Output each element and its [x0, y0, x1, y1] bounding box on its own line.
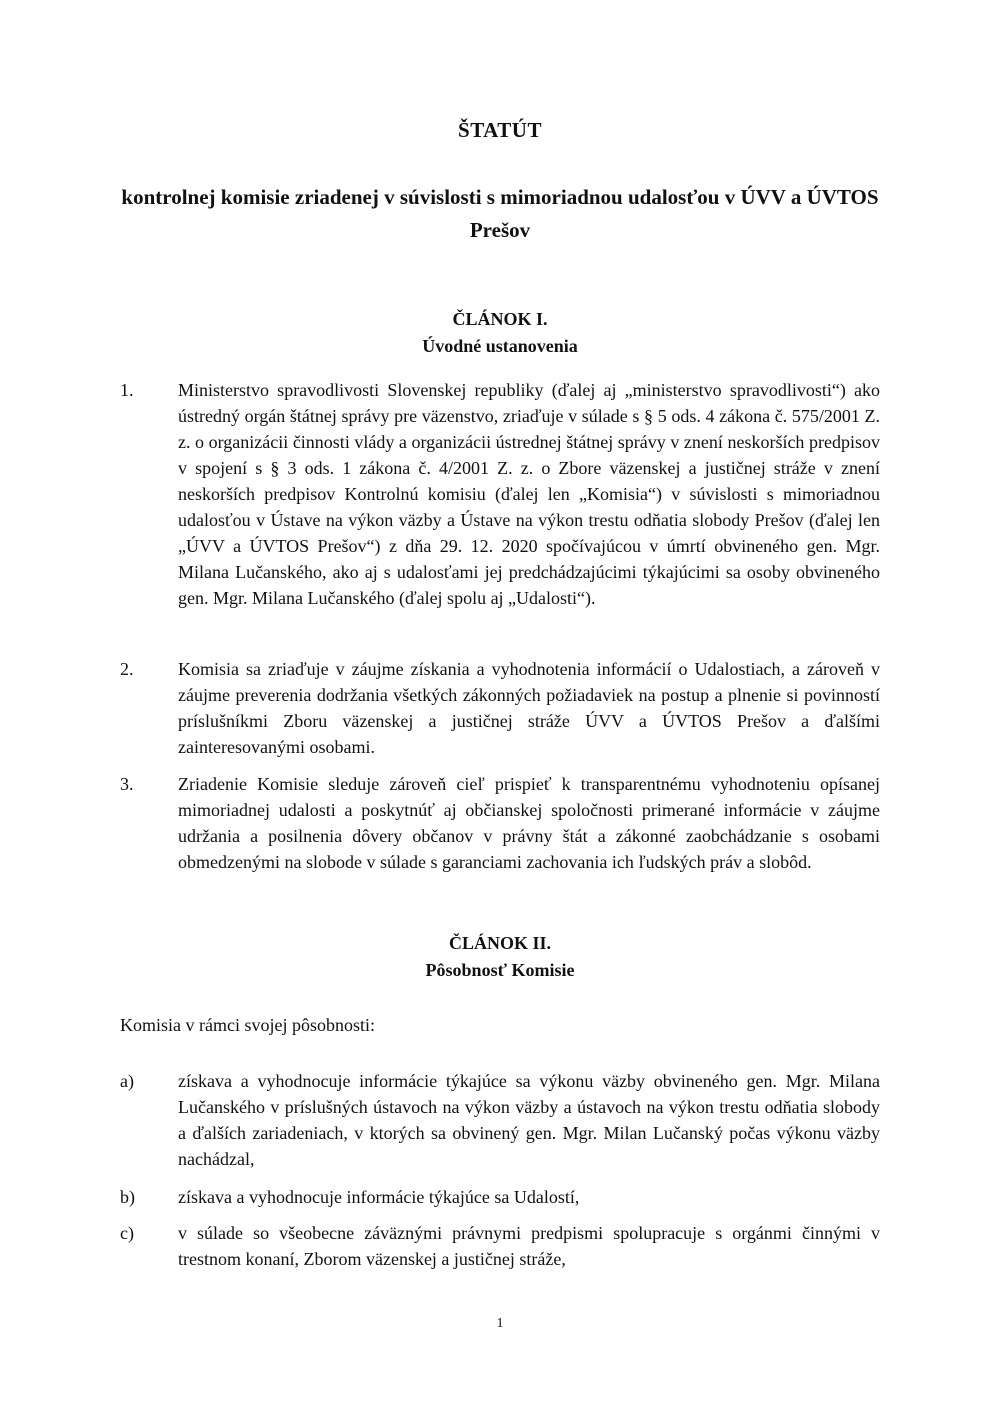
article-1-heading: ČLÁNOK I. [452, 309, 548, 329]
page-number: 1 [496, 1316, 504, 1331]
list-item-marker: b) [120, 1187, 135, 1207]
article-2-heading: ČLÁNOK II. [448, 933, 551, 953]
document-title: ŠTATÚT [458, 118, 542, 142]
list-item-marker: c) [120, 1223, 134, 1243]
list-item-marker: a) [120, 1071, 134, 1091]
clause-number: 3. [120, 774, 134, 794]
list-item-text: získava a vyhodnocuje informácie týkajúce sa výkonu väzby obvineného gen. Mgr. Milana Lučanského v príslušných ústavoch na výkon väzby a ústavoch na výkon trestu odňatia slobody a ďalších zariadeniach, v ktorých sa obvinený gen. Mgr. Milan Lučanský počas výkonu väzby nachádzal, [178, 1071, 880, 1169]
clause-2 [120, 656, 880, 760]
article-2-header [0, 930, 1000, 984]
clause-text: Komisia sa zriaďuje v záujme získania a vyhodnotenia informácií o Udalostiach, a zároveň v záujme preverenia dodržania všetkých zákonných požiadaviek na postup a plnenie si povinností príslušníkmi Zboru väzenskej a justičnej stráže ÚVV a ÚVTOS Prešov a ďalšími zainteresovanými osobami. [178, 659, 880, 757]
clause-1 [120, 377, 880, 611]
article-1-name: Úvodné ustanovenia [422, 336, 578, 356]
article-2-intro: Komisia v rámci svojej pôsobnosti: [120, 1015, 375, 1035]
list-item-a [120, 1068, 880, 1172]
clause-number: 2. [120, 659, 134, 679]
article-2-name: Pôsobnosť Komisie [425, 960, 575, 980]
clause-number: 1. [120, 380, 134, 400]
list-item-b [120, 1184, 880, 1210]
clause-3 [120, 771, 880, 875]
list-item-text: získava a vyhodnocuje informácie týkajúce sa Udalostí, [178, 1187, 580, 1207]
document-subtitle: kontrolnej komisie zriadenej v súvislosti s mimoriadnou udalosťou v ÚVV a ÚVTOS Prešov [121, 185, 879, 242]
article-1-header [0, 306, 1000, 360]
list-item-c [120, 1220, 880, 1272]
clause-text: Zriadenie Komisie sleduje zároveň cieľ prispieť k transparentnému vyhodnoteniu opísanej mimoriadnej udalosti a poskytnúť aj občianskej spoločnosti primerané informácie v záujme udržania a posilnenia dôvery občanov v právny štát a zákonné zaobchádzanie s osobami obmedzenými na slobode v súlade s garanciami zachovania ich ľudských práv a slobôd. [178, 774, 880, 872]
list-item-text: v súlade so všeobecne záväznými právnymi predpismi spolupracuje s orgánmi činnými v trestnom konaní, Zborom väzenskej a justičnej stráže, [178, 1223, 880, 1269]
clause-text: Ministerstvo spravodlivosti Slovenskej republiky (ďalej aj „ministerstvo spravodlivosti“) ako ústredný orgán štátnej správy pre väzenstvo, zriaďuje v súlade s § 5 ods. 4 zákona č. 575/2001 Z. z. o organizácii činnosti vlády a organizácii ústrednej štátnej správy v znení neskorších predpisov v spojení s § 3 ods. 1 zákona č. 4/2001 Z. z. o Zbore väzenskej a justičnej stráže v znení neskorších predpisov Kontrolnú komisiu (ďalej len „Komisia“) v súvislosti s mimoriadnou udalosťou v Ústave na výkon väzby a Ústave na výkon trestu odňatia slobody Prešov (ďalej len „ÚVV a ÚVTOS Prešov“) z dňa 29. 12. 2020 spočívajúcou v úmrtí obvineného gen. Mgr. Milana Lučanského, ako aj s udalosťami jej predchádzajúcimi týkajúcimi sa osoby obvineného gen. Mgr. Milana Lučanského (ďalej spolu aj „Udalosti“). [178, 380, 880, 608]
